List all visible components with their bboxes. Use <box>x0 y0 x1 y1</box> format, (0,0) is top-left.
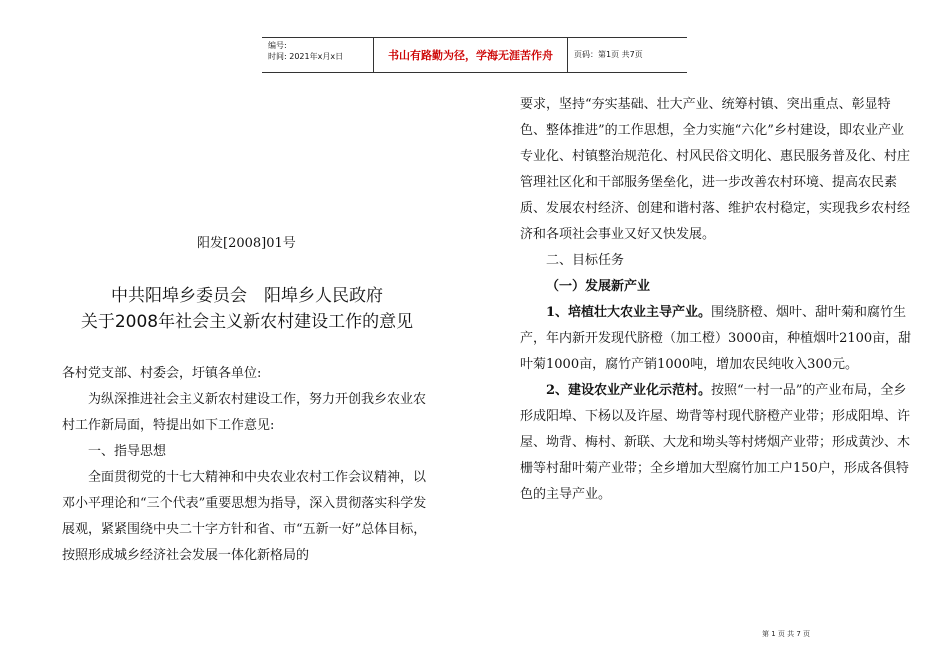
page-footer: 第 1 页 共 7 页 <box>762 630 811 638</box>
intro-paragraph: 为纵深推进社会主义新农村建设工作，努力开创我乡农业农村工作新局面，特提出如下工作意见: <box>62 392 427 433</box>
header-page-label: 页码：第1页 共7页 <box>574 50 643 59</box>
time-label: 时间: 2021年x月x日 <box>268 52 344 61</box>
left-column-body <box>62 361 432 569</box>
document-title-line1: 中共阳埠乡委员会 阳埠乡人民政府 <box>111 286 383 306</box>
document-title-line2: 关于2008年社会主义新农村建设工作的意见 <box>80 312 414 332</box>
page-header <box>262 37 687 73</box>
item1-paragraph <box>520 300 912 378</box>
item2-body: 按照“一村一品”的产业布局，全乡形成阳埠、下杨以及许屋、坳背等村现代脐橙产业带；形成阳埠、许屋、坳背、梅村、新联、大龙和坳头等村烤烟产业带；形成黄沙、木栅等村甜叶菊产业带；全乡增加大型腐竹加工户150户，形成各俱特色的主导产业。 <box>520 383 911 502</box>
continuation-paragraph: 要求，坚持“夯实基础、壮大产业、统筹村镇、突出重点、彰显特色、整体推进”的工作思想，全力实施“六化”乡村建设，即农业产业专业化、村镇整治规范化、村风民俗文明化、惠民服务普及化、村庄管理社区化和干部服务堡垒化，进一步改善农村环境、提高农民素质、发展农村经济、创建和谐村落、维护农村稳定，实现我乡农村经济和各项社会事业又好又快发展。 <box>520 97 911 242</box>
item2-paragraph <box>520 378 912 508</box>
item1-body: 围绕脐橙、烟叶、甜叶菊和腐竹生产，年内新开发现代脐橙（加工橙）3000亩，种植烟叶2100亩，甜叶菊1000亩，腐竹产销1000吨，增加农民纯收入300元。 <box>520 305 912 372</box>
section1-paragraph: 全面贯彻党的十七大精神和中央农业农村工作会议精神，以邓小平理论和“三个代表”重要思想为指导，深入贯彻落实科学发展观，紧紧围绕中央二十字方针和省、市“五新一好”总体目标，按照形成城乡经济社会发展一体化新格局的 <box>62 470 427 563</box>
section1-heading: 一、指导思想 <box>88 444 167 459</box>
document-number: 阳发[2008]01号 <box>197 236 296 251</box>
section2-heading: 二、目标任务 <box>546 253 625 268</box>
subsection1-heading: （一）发展新产业 <box>546 279 651 294</box>
doc-number-label: 编号: <box>268 41 287 50</box>
header-meta <box>268 40 343 62</box>
header-motto: 书山有路勤为径，学海无涯苦作舟 <box>373 38 568 72</box>
item1-title: 1、培植壮大农业主导产业。 <box>546 305 712 320</box>
right-column-body <box>520 92 912 508</box>
item2-title: 2、建设农业产业化示范村。 <box>546 383 712 398</box>
salutation: 各村党支部、村委会，圩镇各单位: <box>62 366 262 381</box>
